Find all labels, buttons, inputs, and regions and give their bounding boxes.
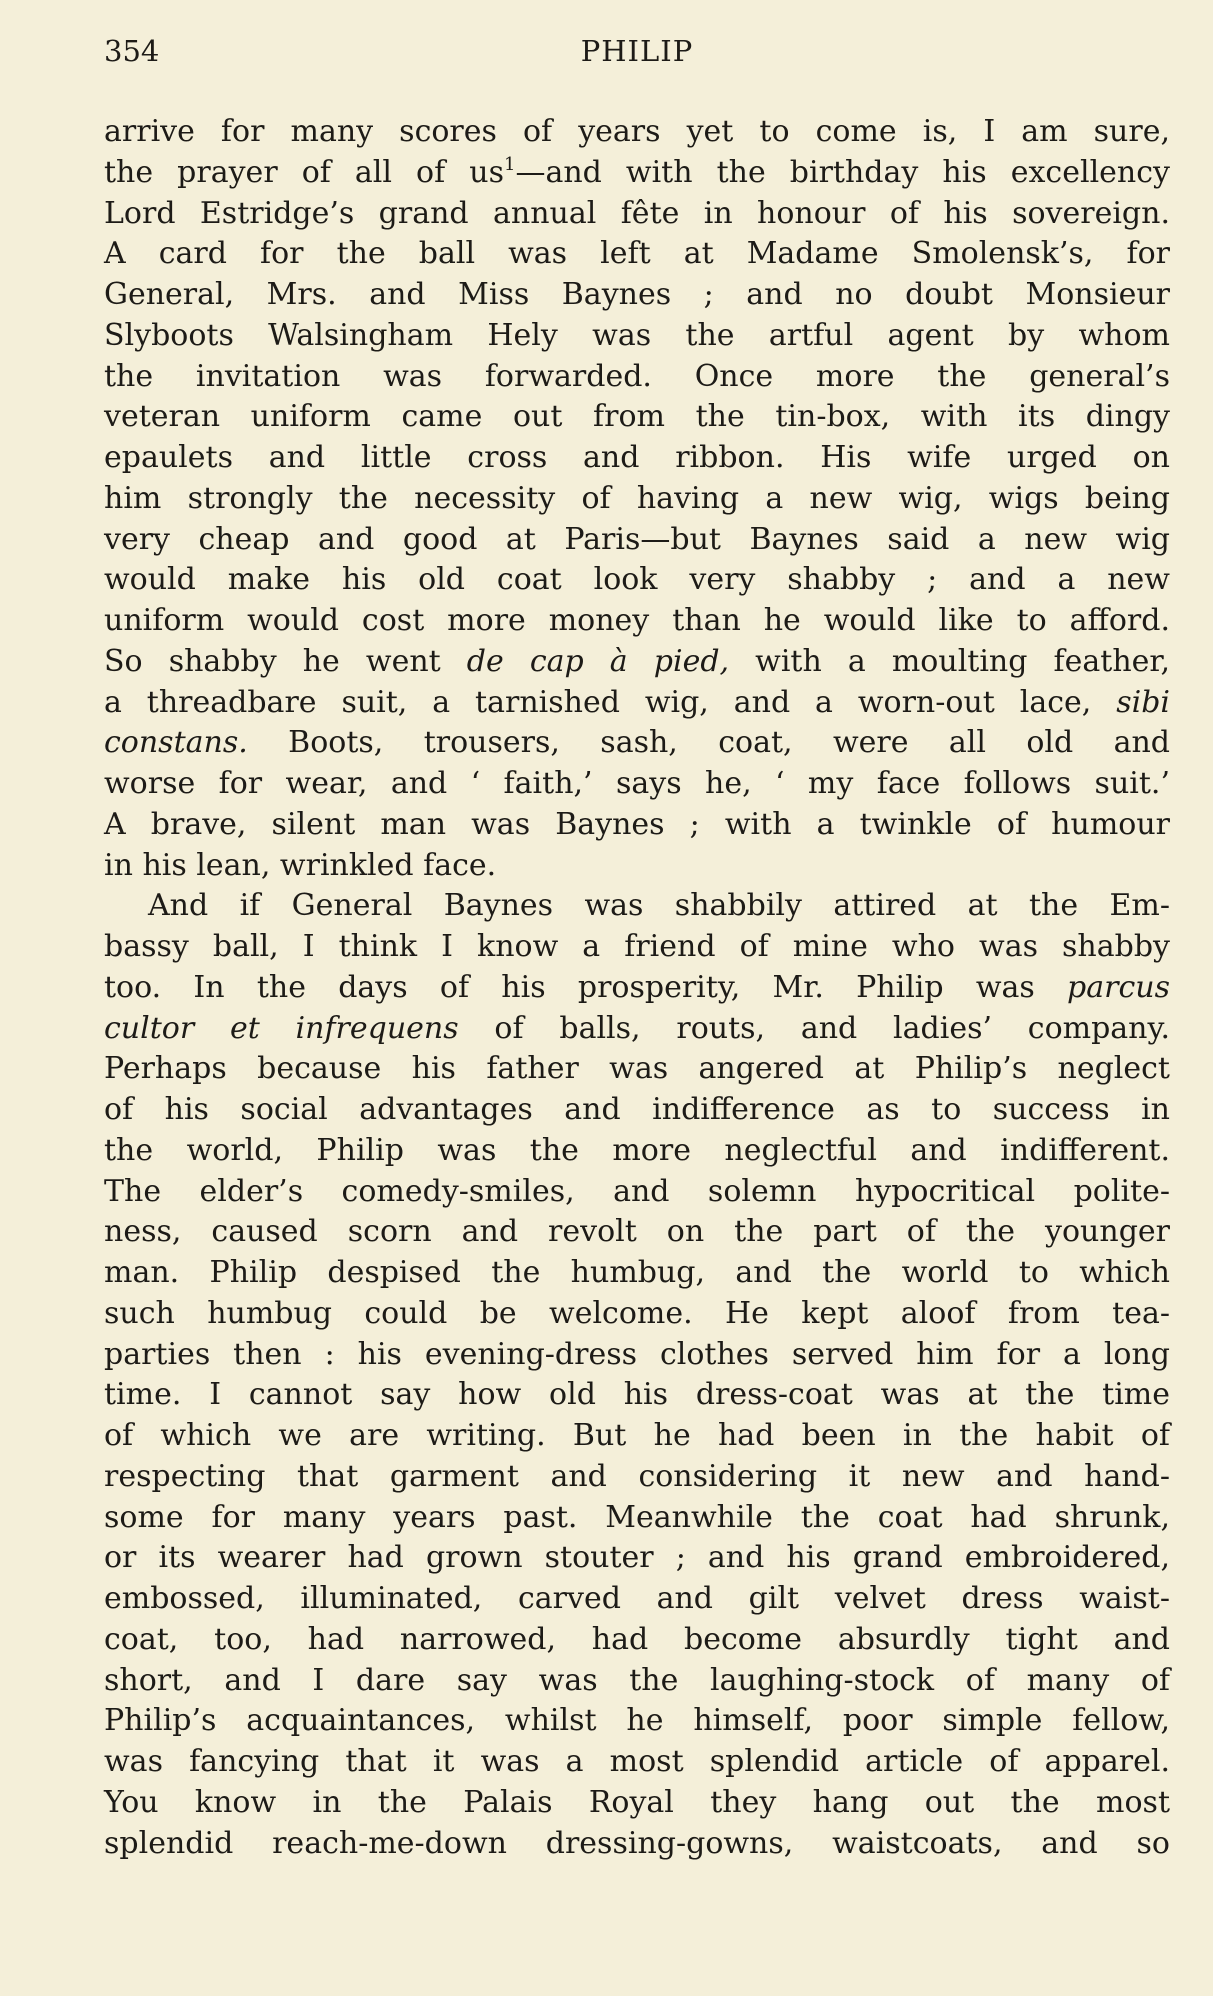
text-line: uniform would cost more money than he would like to afford. — [104, 603, 1170, 638]
text-segment: too. In the days of his prosperity, Mr. Philip was — [104, 969, 1068, 1005]
text-line — [104, 1009, 1170, 1050]
text-segment: a threadbare suit, a tarnished wig, and a worn-out lace, — [104, 684, 1117, 720]
text-line: splendid reach-me-down dressing-gowns, waistcoats, and so — [104, 1825, 1170, 1861]
text-line: would make his old coat look very shabby ; and a new — [104, 562, 1170, 598]
text-line: some for many years past. Meanwhile the coat had shrunk, — [104, 1499, 1170, 1535]
text-segment: of balls, routs, and ladies’ company. — [458, 1010, 1170, 1046]
text-line: respecting that garment and considering it new and hand- — [104, 1458, 1170, 1494]
text-line: such humbug could be welcome. He kept aloof from tea- — [104, 1295, 1170, 1331]
text-line: arrive for many scores of years yet to come is, I am sure, — [104, 114, 1170, 149]
text-line: worse for wear, and ‘ faith,’ says he, ‘ my face follows suit.’ — [104, 766, 1170, 801]
text-line — [104, 153, 1170, 194]
text-line — [104, 642, 1170, 683]
text-segment: —and with the birthday his excellency — [515, 154, 1170, 190]
text-line — [104, 968, 1170, 1009]
text-line: ness, caused scorn and revolt on the part of the younger — [104, 1214, 1170, 1250]
text-segment: the prayer of all of us — [104, 154, 504, 190]
text-line: Slyboots Walsingham Hely was the artful agent by whom — [104, 317, 1170, 353]
text-segment: So shabby he went — [104, 643, 467, 679]
text-line: veteran uniform came out from the tin-box, with its dingy — [104, 399, 1170, 435]
text-line — [104, 723, 1170, 764]
italic-phrase: constans. — [104, 725, 248, 761]
text-line: him strongly the necessity of having a new wig, wigs being — [104, 480, 1170, 516]
page-number: 354 — [104, 34, 160, 68]
text-segment: Boots, trousers, sash, coat, were all old and — [247, 725, 1170, 761]
body-text — [104, 112, 1170, 1864]
italic-phrase: cultor et infrequens — [104, 1010, 459, 1046]
text-line: man. Philip despised the humbug, and the world to which — [104, 1255, 1170, 1290]
text-line: of which we are writing. But he had been in the habit of — [104, 1418, 1170, 1453]
text-line: the world, Philip was the more neglectful and indifferent. — [104, 1132, 1170, 1168]
text-line: short, and I dare say was the laughing-stock of many of — [104, 1662, 1170, 1698]
text-line: was fancying that it was a most splendid article of apparel. — [104, 1744, 1170, 1779]
text-line: You know in the Palais Royal they hang out the most — [104, 1784, 1170, 1820]
italic-phrase: parcus — [1067, 969, 1170, 1005]
text-line: in his lean, wrinkled face. — [104, 847, 497, 883]
footnote-marker[interactable]: 1 — [503, 153, 516, 175]
text-line: of his social advantages and indifference as to success in — [104, 1092, 1170, 1127]
text-line: parties then : his evening-dress clothes served him for a long — [104, 1336, 1170, 1372]
italic-phrase: sibi — [1116, 684, 1170, 720]
text-line: The elder’s comedy-smiles, and solemn hypocritical polite- — [104, 1173, 1170, 1209]
text-line: the invitation was forwarded. Once more the general’s — [104, 358, 1170, 394]
italic-phrase: de cap à pied, — [466, 643, 730, 679]
text-line: very cheap and good at Paris—but Baynes said a new wig — [104, 521, 1170, 557]
text-line: embossed, illuminated, carved and gilt velvet dress waist- — [104, 1581, 1170, 1616]
paragraph-start-line: And if General Baynes was shabbily attired at the Em- — [148, 888, 1170, 924]
text-line: Lord Estridge’s grand annual fête in honour of his sovereign. — [104, 195, 1170, 231]
text-line: Philip’s acquaintances, whilst he himself, poor simple fellow, — [104, 1703, 1170, 1739]
text-line: epaulets and little cross and ribbon. His wife urged on — [104, 440, 1170, 475]
text-line: coat, too, had narrowed, had become absurdly tight and — [104, 1621, 1170, 1657]
text-line: time. I cannot say how old his dress-coat was at the time — [104, 1377, 1170, 1413]
text-line: bassy ball, I think I know a friend of mine who was shabby — [104, 929, 1170, 964]
running-title: PHILIP — [580, 34, 694, 68]
text-line: A brave, silent man was Baynes ; with a twinkle of humour — [104, 806, 1170, 842]
text-line: Perhaps because his father was angered at Philip’s neglect — [104, 1051, 1170, 1087]
text-segment: with a moulting feather, — [729, 643, 1170, 679]
page-header — [104, 34, 1170, 74]
text-line — [104, 683, 1170, 724]
text-line: General, Mrs. and Miss Baynes ; and no doubt Monsieur — [104, 277, 1170, 312]
text-line: A card for the ball was left at Madame Smolensk’s, for — [104, 236, 1170, 272]
text-line: or its wearer had grown stouter ; and his grand embroidered, — [104, 1540, 1170, 1576]
